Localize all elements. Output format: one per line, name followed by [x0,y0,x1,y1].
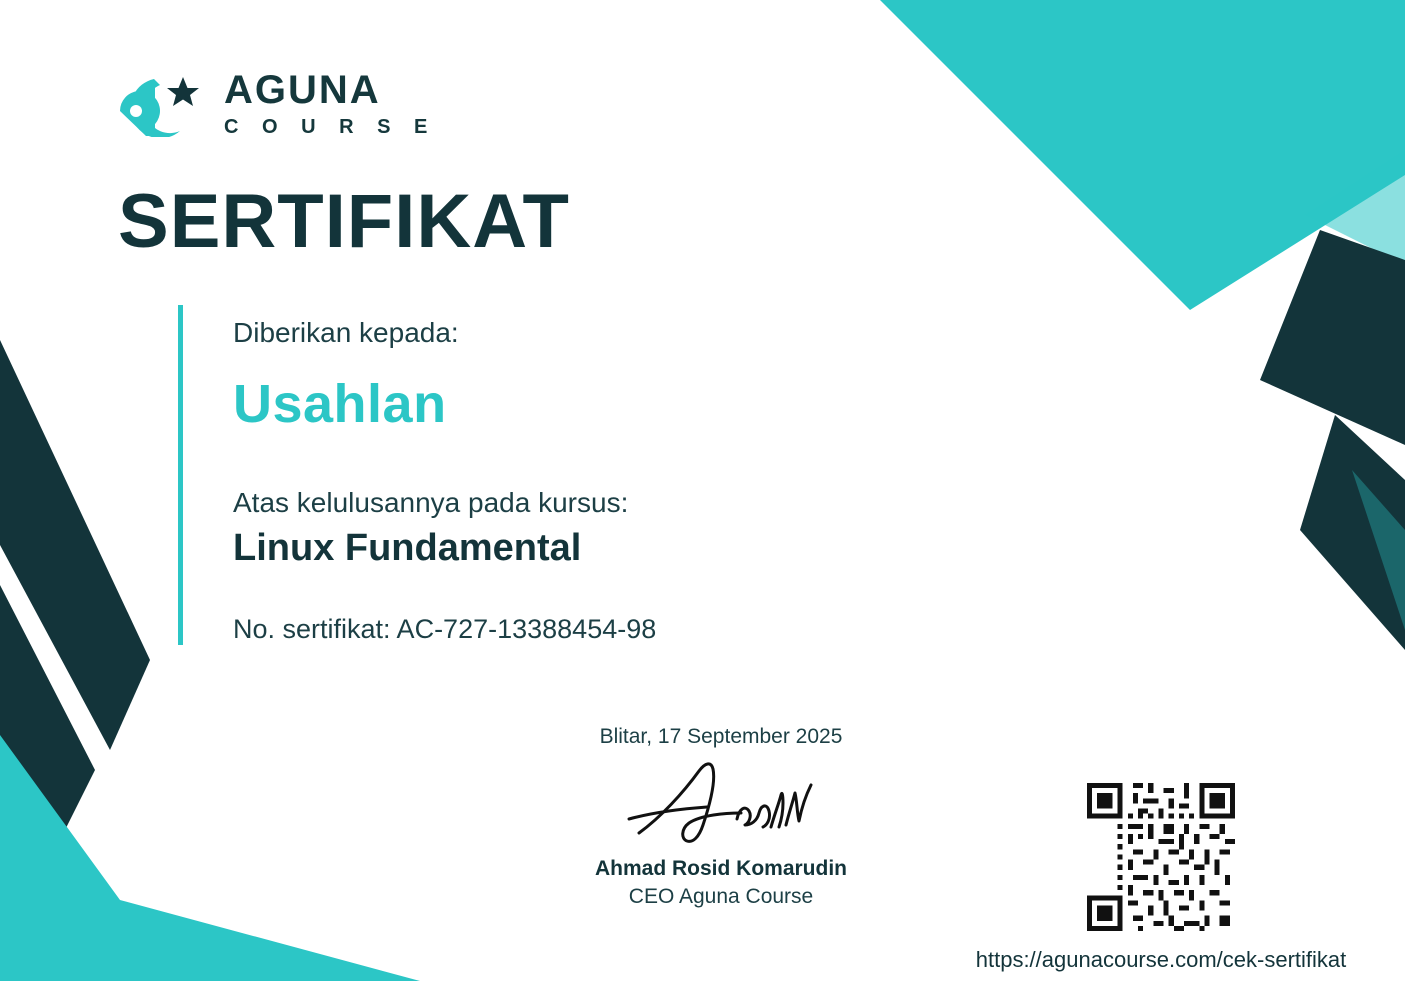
signer-role: CEO Aguna Course [628,885,814,909]
qr-code[interactable] [1087,783,1235,931]
course-label: Atas kelulusannya pada kursus: [233,487,629,518]
verification-block [951,783,1371,973]
course-name: Linux Fundamental [233,527,582,569]
decoration-bottom-left [0,640,420,981]
given-to-label: Diberikan kepada: [233,317,459,348]
place-and-date: Blitar, 17 September 2025 [599,725,843,748]
certificate-body [178,305,878,645]
brand-subname: C O U R S E [224,116,437,138]
brand-name: AGUNA [224,68,381,112]
recipient-name: Usahlan [233,374,447,434]
brand-logo-text [224,70,436,137]
brand-logo [114,70,436,137]
decoration-top-right [860,0,1405,310]
certificate-title: SERTIFIKAT [118,179,570,264]
aguna-course-logo-icon [114,71,206,137]
certificate-number: No. sertifikat: AC-727-13388454-98 [233,614,657,644]
verification-url[interactable]: https://agunacourse.com/cek-sertifikat [975,947,1347,972]
decoration-right-spikes [1260,230,1405,690]
signer-name: Ahmad Rosid Komarudin [594,857,847,880]
handwritten-signature [556,755,886,855]
signature-block [556,725,886,909]
